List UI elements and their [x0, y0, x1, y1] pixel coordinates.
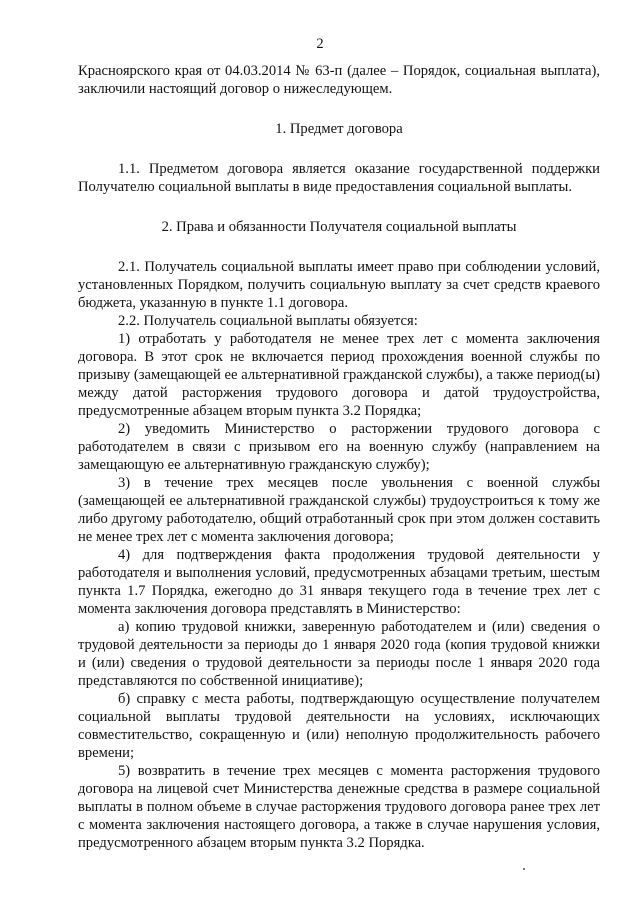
paragraph-2-2: 2.2. Получатель социальной выплаты обязуется:	[118, 313, 418, 329]
obligation-item-2: 2) уведомить Министерство о расторжении трудового договора с работодателем в связи с призывом его на военную службу (направлением на замещающую ее альтернативную гражданскую службу);	[78, 421, 600, 473]
obligation-item-5: 5) возвратить в течение трех месяцев с момента расторжения трудового договора на лицевой счет Министерства денежные средства в размере социальной выплаты в полном объеме в случае расторжения трудового договора ранее трех лет с момента заключения настоящего договора, а также в случае нарушения условия, предусмотренного абзацем вторым пункта 3.2 Порядка.	[78, 763, 600, 851]
scan-speck	[523, 868, 525, 870]
paragraph-1-1: 1.1. Предметом договора является оказание государственной поддержки Получателю социальной выплаты в виде предоставления социальной выплаты.	[78, 161, 600, 195]
document-body	[78, 62, 600, 852]
obligation-item-4: 4) для подтверждения факта продолжения трудовой деятельности у работодателя и выполнения условий, предусмотренных абзацами третьим, шестым пункта 1.7 Порядка, ежегодно до 31 января текущего года в течение трех лет с момента заключения договора представлять в Министерство:	[78, 547, 600, 617]
obligation-item-1: 1) отработать у работодателя не менее трех лет с момента заключения договора. В этот срок не включается период прохождения военной службы по призыву (замещающей ее альтернативной гражданской службы), а также период(ы) между датой расторжения трудового договора и датой трудоустройства, предусмотренные абзацем вторым пункта 3.2 Порядка;	[78, 331, 600, 419]
section-2-title: 2. Права и обязанности Получателя социальной выплаты	[161, 219, 517, 235]
obligation-item-4b: б) справку с места работы, подтверждающую осуществление получателем социальной выплаты трудовой деятельности на условиях, исключающих совместительство, сокращенную и (или) неполную продолжительность рабочего времени;	[78, 691, 600, 761]
obligation-item-4a: а) копию трудовой книжки, заверенную работодателем и (или) сведения о трудовой деятельности за периоды до 1 января 2020 года (копия трудовой книжки и (или) сведения о трудовой деятельности за периоды после 1 января 2020 года представляются по собственной инициативе);	[78, 619, 600, 689]
paragraph-2-1: 2.1. Получатель социальной выплаты имеет право при соблюдении условий, установленных Порядком, получить социальную выплату за счет средств краевого бюджета, указанную в пункте 1.1 договора.	[78, 259, 600, 311]
page-number: 2	[316, 36, 324, 52]
section-1-title: 1. Предмет договора	[275, 121, 403, 137]
intro-paragraph: Красноярского края от 04.03.2014 № 63-п (далее – Порядок, социальная выплата), заключили настоящий договор о нижеследующем.	[78, 63, 600, 97]
obligation-item-3: 3) в течение трех месяцев после увольнения с военной службы (замещающей ее альтернативной гражданской службы) трудоустроиться к тому же либо другому работодателю, общий отработанный срок при этом должен составить не менее трех лет с момента заключения договора;	[78, 475, 600, 545]
